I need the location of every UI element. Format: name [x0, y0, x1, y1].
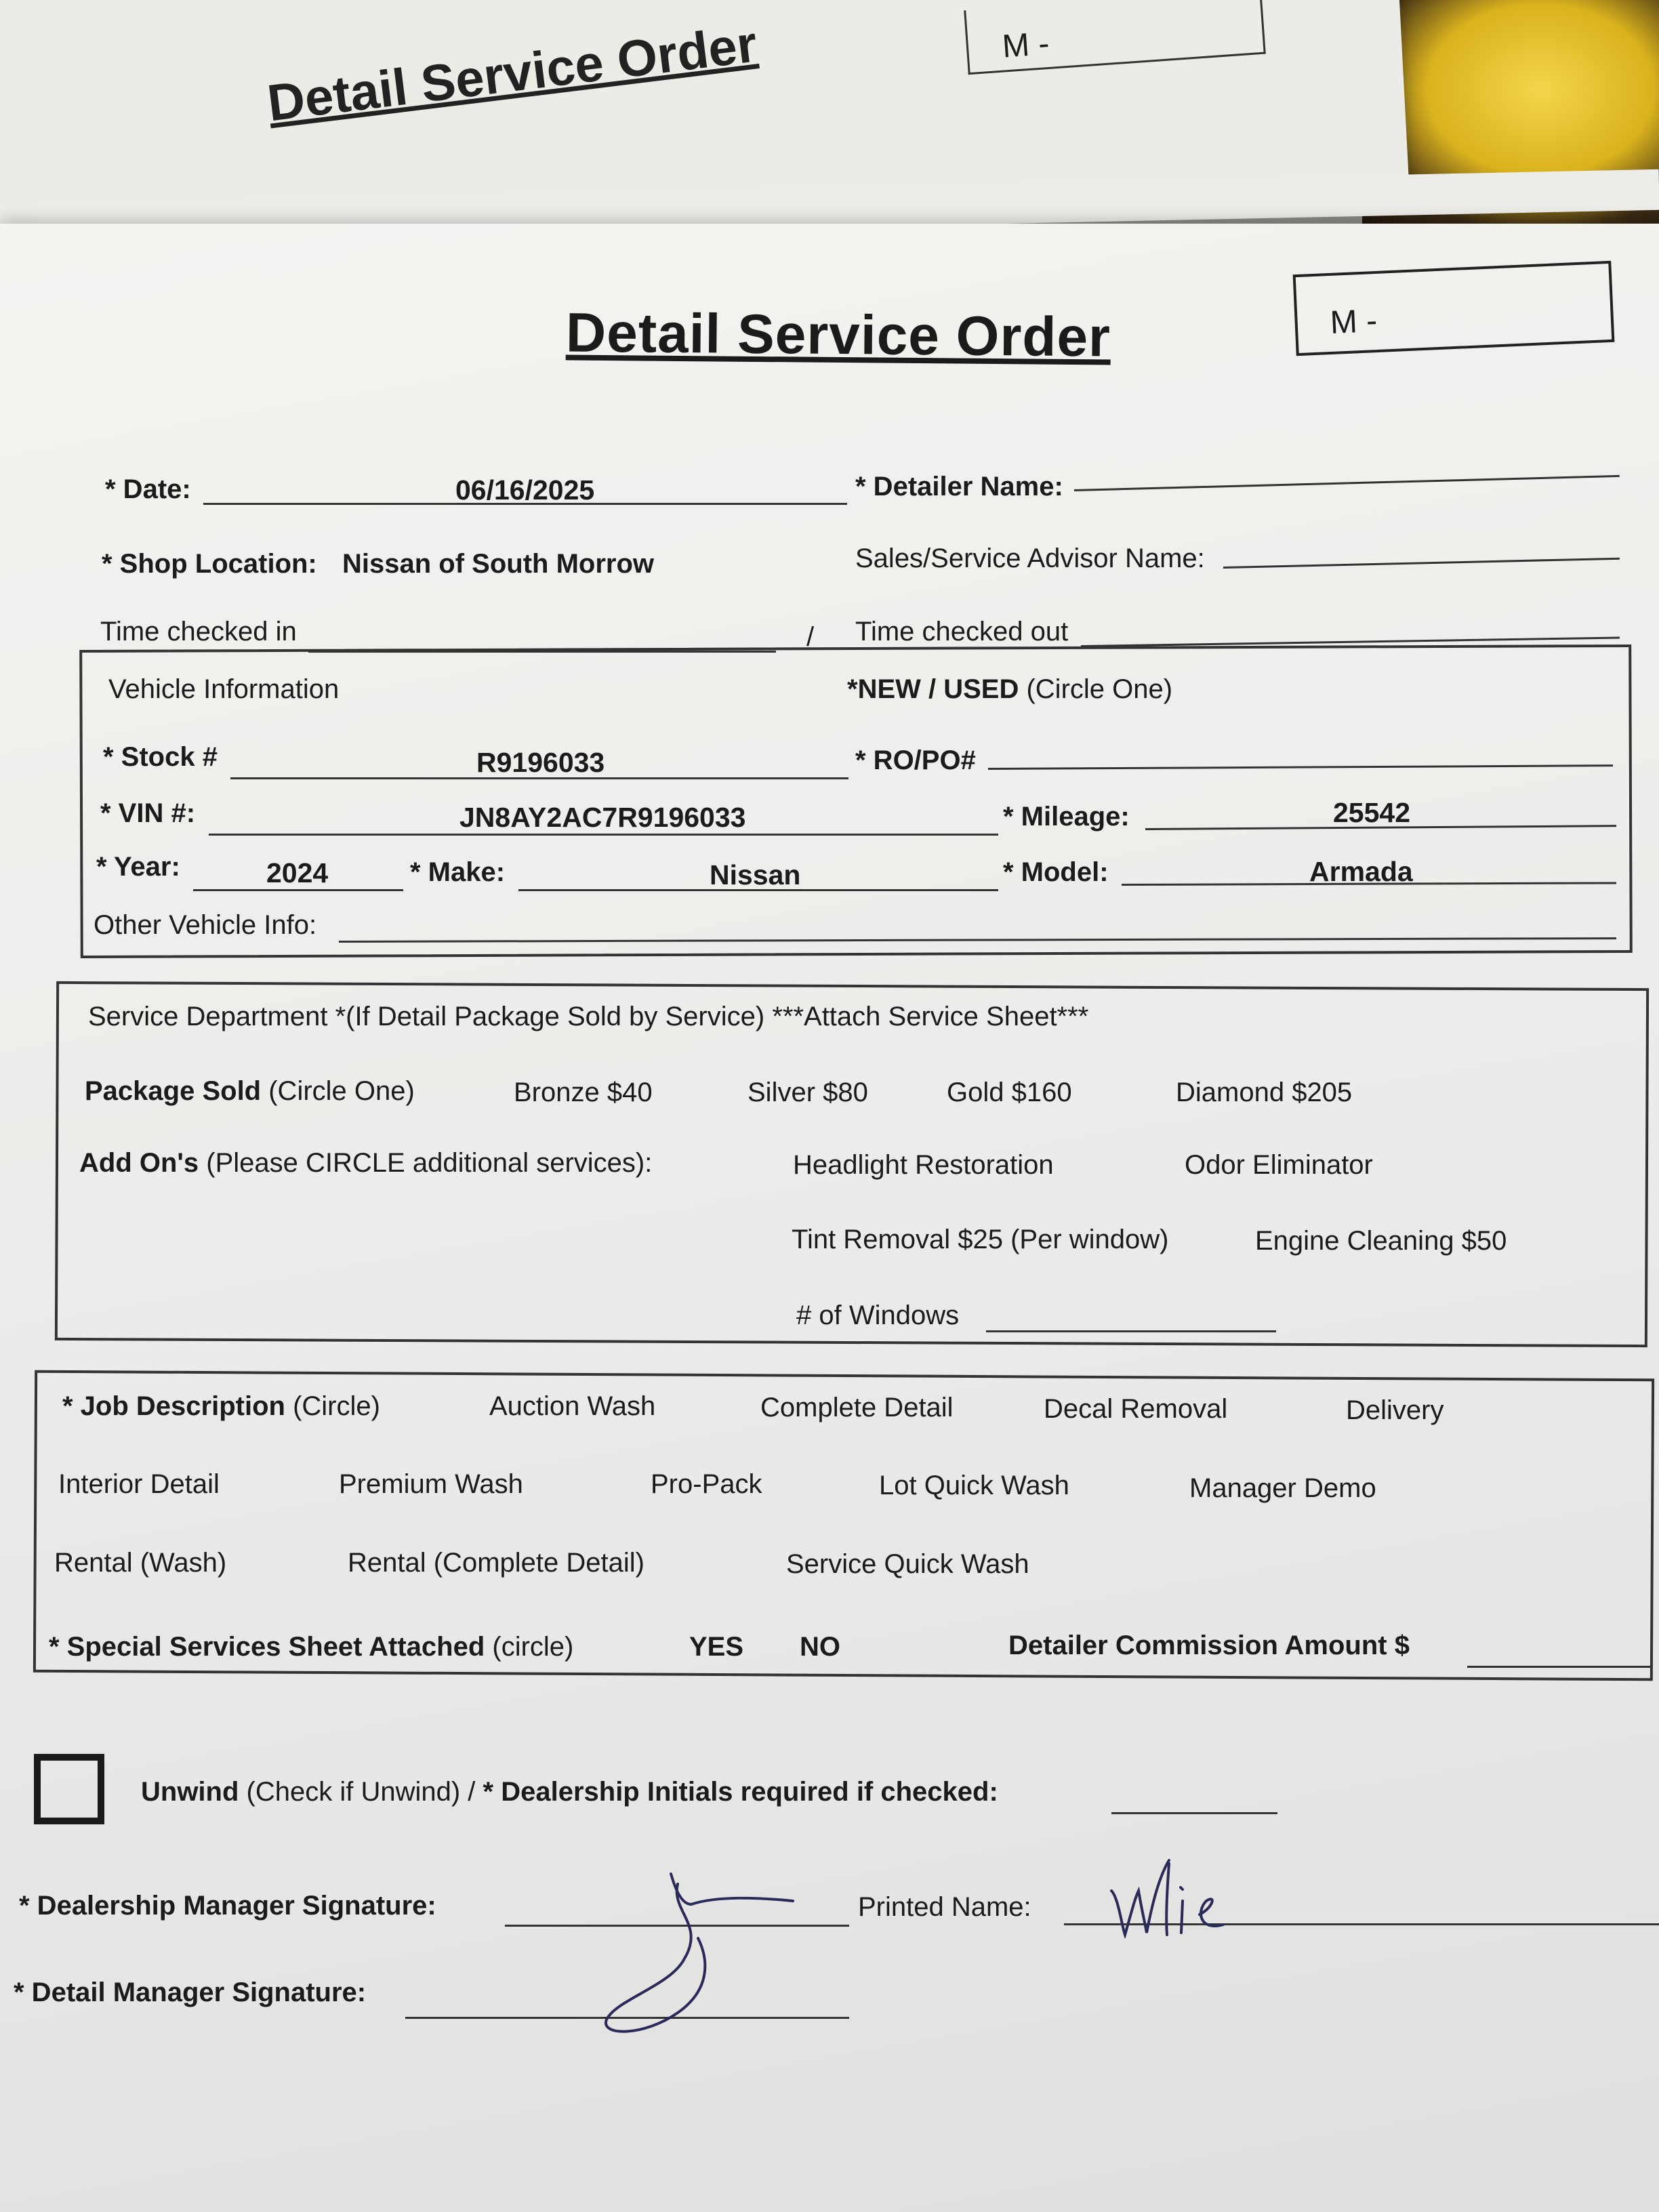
package-option-diamond[interactable]: Diamond $205	[1176, 1078, 1353, 1107]
dealership-signature-label: * Dealership Manager Signature:	[19, 1891, 436, 1921]
initials-required-label: * Dealership Initials required if checked:	[483, 1777, 998, 1807]
vin-label: * VIN #:	[100, 798, 196, 828]
vin-line	[209, 834, 998, 836]
time-in-label: Time checked in	[100, 617, 297, 647]
year-value[interactable]: 2024	[266, 857, 329, 888]
service-heading: Service Department *(If Detail Package Sold by Service) ***Attach Service Sheet***	[88, 1002, 1089, 1031]
time-out-label: Time checked out	[855, 617, 1069, 647]
special-services-bold: * Special Services Sheet Attached	[49, 1632, 485, 1662]
package-option-silver[interactable]: Silver $80	[747, 1078, 868, 1107]
new-used-field[interactable]	[847, 674, 1172, 705]
m-number-box: M -	[1293, 261, 1615, 356]
shop-location-label: * Shop Location:	[102, 549, 317, 579]
year-line	[193, 889, 403, 891]
addon-tint-removal[interactable]: Tint Removal $25 (Per window)	[792, 1225, 1169, 1254]
new-used-note: (Circle One)	[1019, 674, 1173, 704]
handwritten-printed-name	[1105, 1850, 1240, 1938]
windows-line[interactable]	[986, 1330, 1276, 1332]
mileage-value[interactable]: 25542	[1333, 797, 1411, 828]
detail-signature-label: * Detail Manager Signature:	[14, 1978, 367, 2007]
package-sold-label	[85, 1076, 415, 1107]
model-value[interactable]: Armada	[1309, 856, 1413, 887]
job-option-complete-detail[interactable]: Complete Detail	[760, 1393, 954, 1422]
addon-engine-cleaning[interactable]: Engine Cleaning $50	[1255, 1226, 1507, 1256]
package-option-gold[interactable]: Gold $160	[947, 1078, 1072, 1107]
addon-odor-eliminator[interactable]: Odor Eliminator	[1185, 1150, 1373, 1180]
package-option-bronze[interactable]: Bronze $40	[514, 1078, 653, 1107]
add-ons-bold: Add On's	[79, 1148, 199, 1178]
shop-location-value[interactable]: Nissan of South Morrow	[342, 549, 654, 579]
vin-value[interactable]: JN8AY2AC7R9196033	[459, 802, 746, 833]
stock-value[interactable]: R9196033	[476, 747, 605, 778]
job-option-interior-detail[interactable]: Interior Detail	[58, 1469, 220, 1499]
unwind-checkbox[interactable]	[34, 1754, 104, 1824]
model-label: * Model:	[1003, 857, 1109, 887]
new-used-label: *NEW / USED	[847, 674, 1019, 704]
make-value[interactable]: Nissan	[710, 859, 801, 890]
other-vehicle-info-label: Other Vehicle Info:	[94, 910, 317, 940]
date-label: * Date:	[105, 474, 191, 504]
job-description-bold: * Job Description	[62, 1391, 285, 1421]
printed-name-label: Printed Name:	[858, 1892, 1031, 1922]
commission-label: Detailer Commission Amount $	[1008, 1631, 1410, 1660]
handwritten-signature	[576, 1857, 806, 2040]
windows-label: # of Windows	[796, 1300, 960, 1330]
special-services-no[interactable]: NO	[800, 1632, 840, 1662]
unwind-bold: Unwind	[141, 1777, 239, 1807]
back-sheet-title: Detail Service Order	[264, 15, 760, 133]
job-option-auction-wash[interactable]: Auction Wash	[489, 1391, 656, 1421]
special-services-yes[interactable]: YES	[689, 1632, 744, 1662]
date-value[interactable]: 06/16/2025	[455, 474, 595, 506]
special-services-label	[49, 1632, 573, 1662]
job-option-pro-pack[interactable]: Pro-Pack	[651, 1469, 762, 1499]
job-option-service-quick-wash[interactable]: Service Quick Wash	[786, 1549, 1029, 1579]
special-services-note: (circle)	[485, 1632, 574, 1662]
time-separator: /	[806, 622, 815, 652]
job-option-decal-removal[interactable]: Decal Removal	[1044, 1394, 1228, 1424]
stock-label: * Stock #	[103, 742, 218, 772]
vehicle-info-heading: Vehicle Information	[108, 674, 340, 704]
addon-headlight-restoration[interactable]: Headlight Restoration	[793, 1150, 1054, 1180]
unwind-note: (Check if Unwind) /	[239, 1777, 483, 1807]
ro-po-label: * RO/PO#	[855, 745, 976, 775]
package-sold-note: (Circle One)	[261, 1076, 415, 1106]
package-sold-bold: Package Sold	[85, 1076, 262, 1106]
job-option-delivery[interactable]: Delivery	[1346, 1395, 1444, 1425]
add-ons-note: (Please CIRCLE additional services):	[199, 1148, 653, 1178]
form-title: Detail Service Order	[565, 302, 1111, 369]
year-label: * Year:	[96, 852, 180, 882]
advisor-label: Sales/Service Advisor Name:	[855, 544, 1205, 573]
add-ons-label	[79, 1148, 652, 1179]
job-option-manager-demo[interactable]: Manager Demo	[1189, 1473, 1376, 1503]
make-label: * Make:	[410, 857, 506, 887]
detailer-name-label: * Detailer Name:	[855, 472, 1063, 501]
job-description-note: (Circle)	[285, 1391, 380, 1421]
back-sheet-m-box: M -	[964, 0, 1266, 75]
job-option-rental-wash[interactable]: Rental (Wash)	[54, 1548, 227, 1578]
unwind-label	[141, 1777, 998, 1807]
job-option-lot-quick-wash[interactable]: Lot Quick Wash	[879, 1471, 1069, 1500]
initials-line[interactable]	[1111, 1812, 1277, 1814]
job-option-rental-complete-detail[interactable]: Rental (Complete Detail)	[348, 1548, 644, 1578]
mileage-label: * Mileage:	[1003, 802, 1130, 832]
job-option-premium-wash[interactable]: Premium Wash	[339, 1469, 523, 1499]
job-description-label	[62, 1391, 380, 1422]
commission-line[interactable]	[1467, 1666, 1650, 1668]
